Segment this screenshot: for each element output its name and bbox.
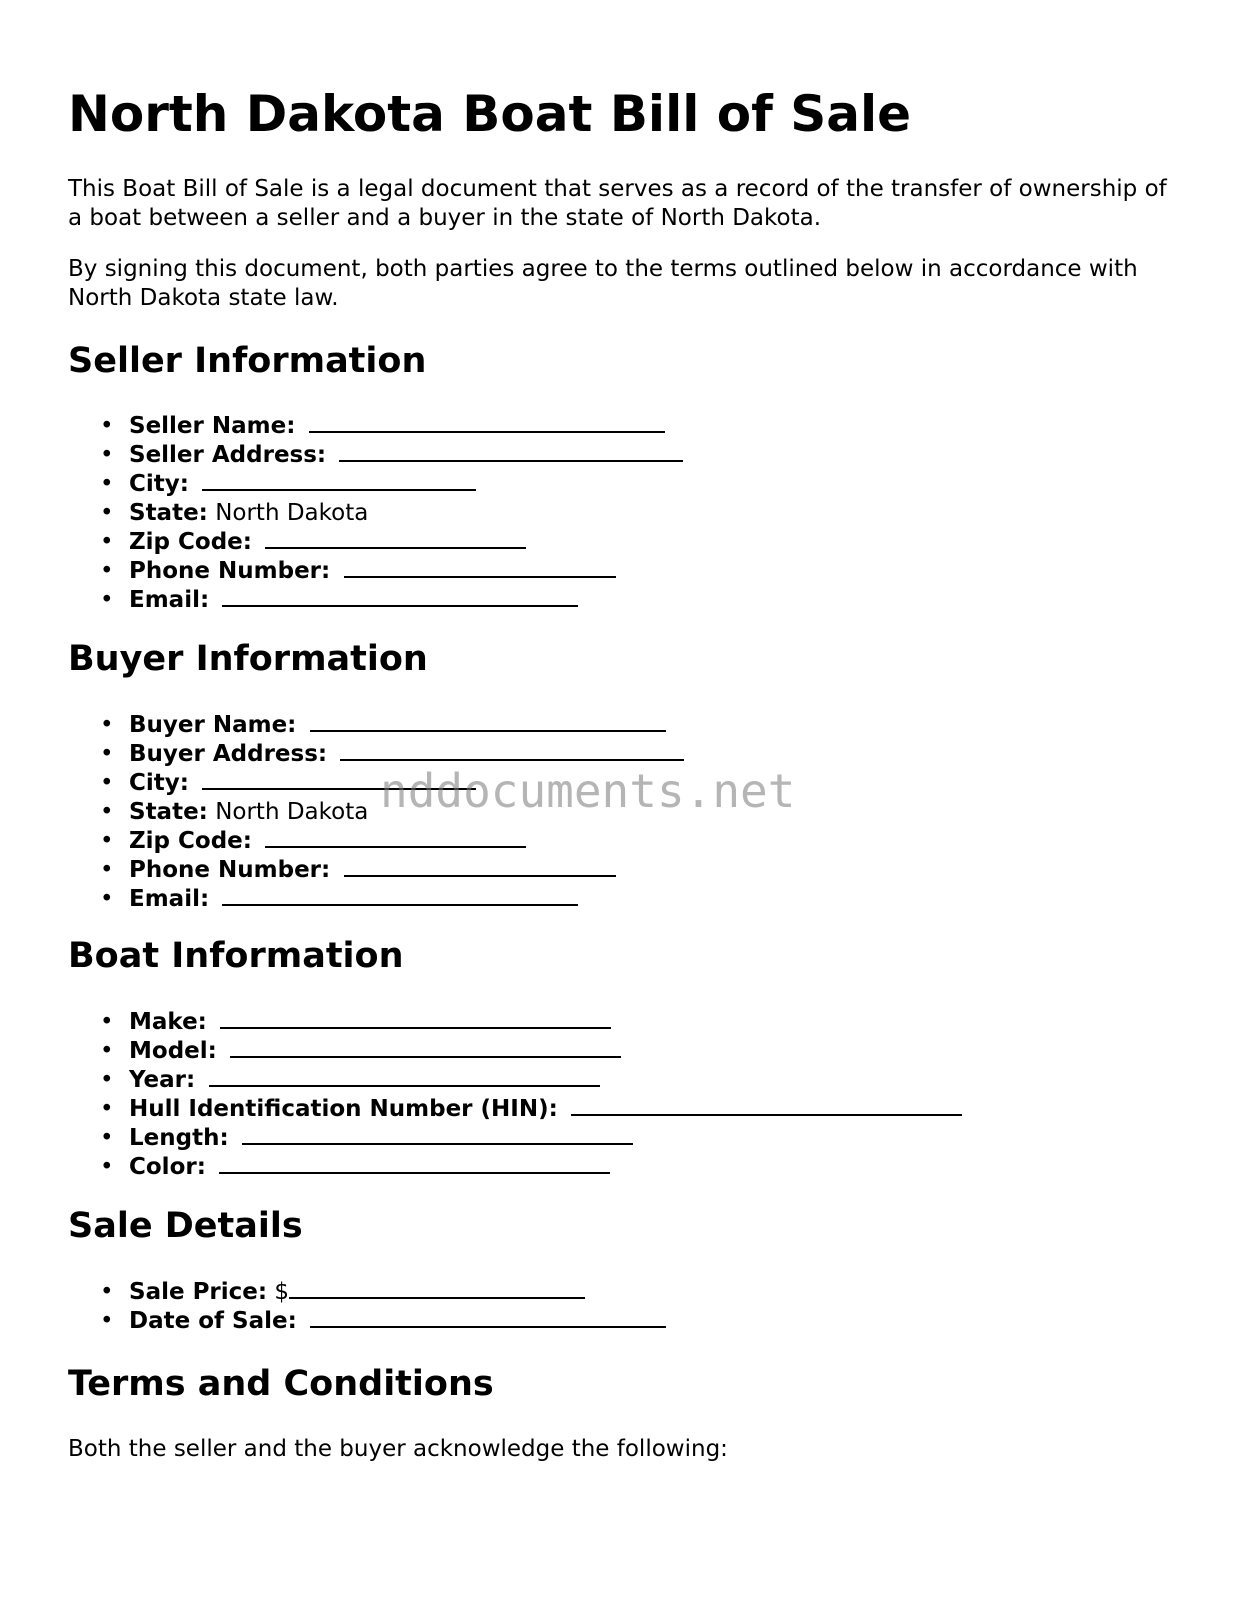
seller-state-value: North Dakota <box>215 500 369 526</box>
boat-make-blank[interactable] <box>220 1009 611 1029</box>
buyer-phone-blank[interactable] <box>344 857 616 877</box>
buyer-name-item <box>129 711 684 740</box>
boat-make-label: Make: <box>129 1009 207 1035</box>
buyer-zip-blank[interactable] <box>265 828 526 848</box>
boat-model-label: Model: <box>129 1038 217 1064</box>
seller-field-list <box>68 412 683 615</box>
buyer-address-label: Buyer Address: <box>129 741 328 767</box>
seller-phone-label: Phone Number: <box>129 558 331 584</box>
document-title: North Dakota Boat Bill of Sale <box>68 85 912 143</box>
boat-section-heading: Boat Information <box>68 936 404 976</box>
terms-paragraph: Both the seller and the buyer acknowledge the following: <box>68 1436 728 1462</box>
boat-field-list <box>68 1008 962 1182</box>
buyer-address-blank[interactable] <box>340 741 684 761</box>
boat-year-item <box>129 1066 962 1095</box>
buyer-email-label: Email: <box>129 886 210 912</box>
boat-hin-item <box>129 1095 962 1124</box>
sale-price-currency: $ <box>274 1279 290 1305</box>
boat-model-item <box>129 1037 962 1066</box>
boat-hin-label: Hull Identification Number (HIN): <box>129 1096 558 1122</box>
seller-city-label: City: <box>129 471 189 497</box>
seller-state-label: State: <box>129 500 208 526</box>
boat-length-label: Length: <box>129 1125 229 1151</box>
boat-color-item <box>129 1153 962 1182</box>
seller-section-heading: Seller Information <box>68 341 427 381</box>
intro-paragraph: This Boat Bill of Sale is a legal document that serves as a record of the transfer of ownership of a boat between a seller and a buyer in the state of North Dakota. <box>68 176 1167 231</box>
buyer-field-list <box>68 711 684 914</box>
sale-price-item <box>129 1278 666 1307</box>
sale-price-blank[interactable] <box>289 1279 585 1299</box>
buyer-state-value: North Dakota <box>215 799 369 825</box>
buyer-zip-label: Zip Code: <box>129 828 252 854</box>
boat-hin-blank[interactable] <box>571 1096 962 1116</box>
sale-price-label: Sale Price: <box>129 1279 268 1305</box>
boat-color-label: Color: <box>129 1154 206 1180</box>
buyer-city-blank[interactable] <box>202 770 476 790</box>
boat-year-blank[interactable] <box>209 1067 600 1087</box>
seller-zip-blank[interactable] <box>265 529 526 549</box>
sale-date-label: Date of Sale: <box>129 1308 297 1334</box>
agreement-paragraph: By signing this document, both parties agree to the terms outlined below in accordance with North Dakota state law. <box>68 256 1138 311</box>
boat-length-item <box>129 1124 962 1153</box>
watermark-text: nddocuments.net <box>380 764 796 818</box>
seller-zip-label: Zip Code: <box>129 529 252 555</box>
seller-name-item <box>129 412 683 441</box>
seller-zip-item <box>129 528 683 557</box>
buyer-name-label: Buyer Name: <box>129 712 297 738</box>
buyer-address-item <box>129 740 684 769</box>
buyer-phone-item <box>129 856 684 885</box>
boat-length-blank[interactable] <box>242 1125 633 1145</box>
sale-field-list <box>68 1278 666 1336</box>
seller-address-label: Seller Address: <box>129 442 327 468</box>
buyer-section-heading: Buyer Information <box>68 639 428 679</box>
seller-name-blank[interactable] <box>309 413 665 433</box>
boat-color-blank[interactable] <box>219 1154 610 1174</box>
boat-model-blank[interactable] <box>230 1038 621 1058</box>
buyer-city-item <box>129 769 684 798</box>
seller-state-item <box>129 499 683 528</box>
buyer-city-label: City: <box>129 770 189 796</box>
seller-name-label: Seller Name: <box>129 413 296 439</box>
sale-section-heading: Sale Details <box>68 1206 303 1246</box>
sale-date-blank[interactable] <box>310 1308 666 1328</box>
buyer-email-blank[interactable] <box>222 886 578 906</box>
seller-phone-blank[interactable] <box>344 558 616 578</box>
buyer-zip-item <box>129 827 684 856</box>
buyer-phone-label: Phone Number: <box>129 857 331 883</box>
seller-address-blank[interactable] <box>339 442 683 462</box>
seller-phone-item <box>129 557 683 586</box>
buyer-email-item <box>129 885 684 914</box>
buyer-name-blank[interactable] <box>310 712 666 732</box>
sale-date-item <box>129 1307 666 1336</box>
seller-email-item <box>129 586 683 615</box>
seller-city-blank[interactable] <box>202 471 476 491</box>
seller-email-label: Email: <box>129 587 210 613</box>
boat-make-item <box>129 1008 962 1037</box>
seller-city-item <box>129 470 683 499</box>
terms-section-heading: Terms and Conditions <box>68 1364 494 1404</box>
boat-year-label: Year: <box>129 1067 196 1093</box>
seller-address-item <box>129 441 683 470</box>
buyer-state-label: State: <box>129 799 208 825</box>
buyer-state-item <box>129 798 684 827</box>
seller-email-blank[interactable] <box>222 587 578 607</box>
